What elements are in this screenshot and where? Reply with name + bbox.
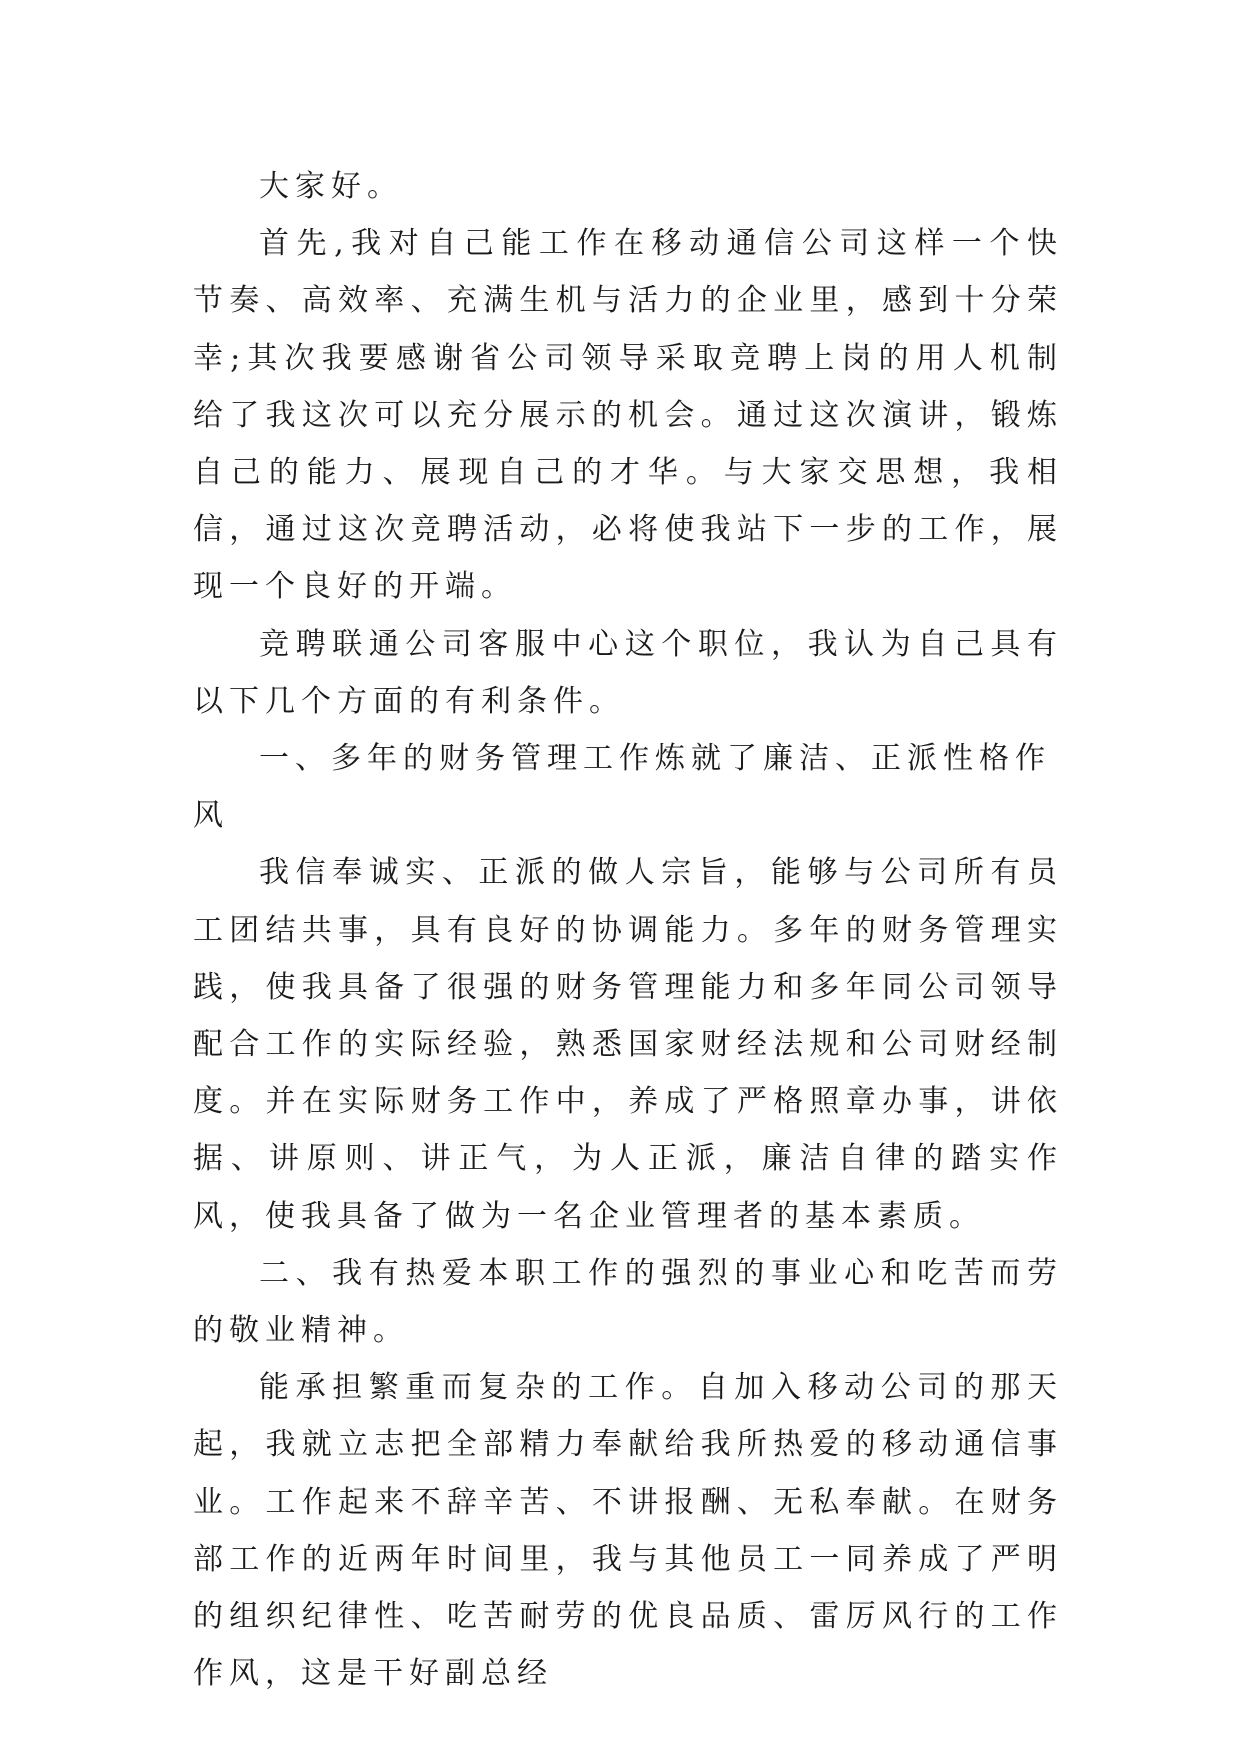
paragraph-greeting: 大家好。 [259,169,403,204]
paragraph-section-2-body: 能承担繁重而复杂的工作。自加入移动公司的那天起，我就立志把全部精力奉献给我所热爱的移动通信事业。工作起来不辞辛苦、不讲报酬、无私奉献。在财务部工作的近两年时间里，我与其他员工一同养成了严明的组织纪律性、吃苦耐劳的优良品质、雷厉风行的工作作风，这是干好副总经 [193,1370,1063,1692]
section-heading-2: 二、我有热爱本职工作的强烈的事业心和吃苦而劳的敬业精神。 [193,1255,1063,1349]
paragraph-position-statement: 竞聘联通公司客服中心这个职位，我认为自己具有以下几个方面的有利条件。 [193,626,1063,719]
section-heading-1: 一、多年的财务管理工作炼就了廉洁、正派性格作风 [193,741,1051,834]
paragraph-introduction: 首先,我对自己能工作在移动通信公司这样一个快节奏、高效率、充满生机与活力的企业里，感到十分荣幸;其次我要感谢省公司领导采取竞聘上岗的用人机制给了我这次可以充分展示的机会。通过这次演讲，锻炼自己的能力、展现自己的才华。与大家交思想，我相信，通过这次竞聘活动，必将使我站下一步的工作，展现一个良好的开端。 [193,226,1063,605]
document-body [193,158,1063,1702]
paragraph-section-1-body: 我信奉诚实、正派的做人宗旨，能够与公司所有员工团结共事，具有良好的协调能力。多年的财务管理实践，使我具备了很强的财务管理能力和多年同公司领导配合工作的实际经验，熟悉国家财经法规和公司财经制度。并在实际财务工作中，养成了严格照章办事，讲依据、讲原则、讲正气，为人正派，廉洁自律的踏实作风，使我具备了做为一名企业管理者的基本素质。 [193,855,1063,1234]
